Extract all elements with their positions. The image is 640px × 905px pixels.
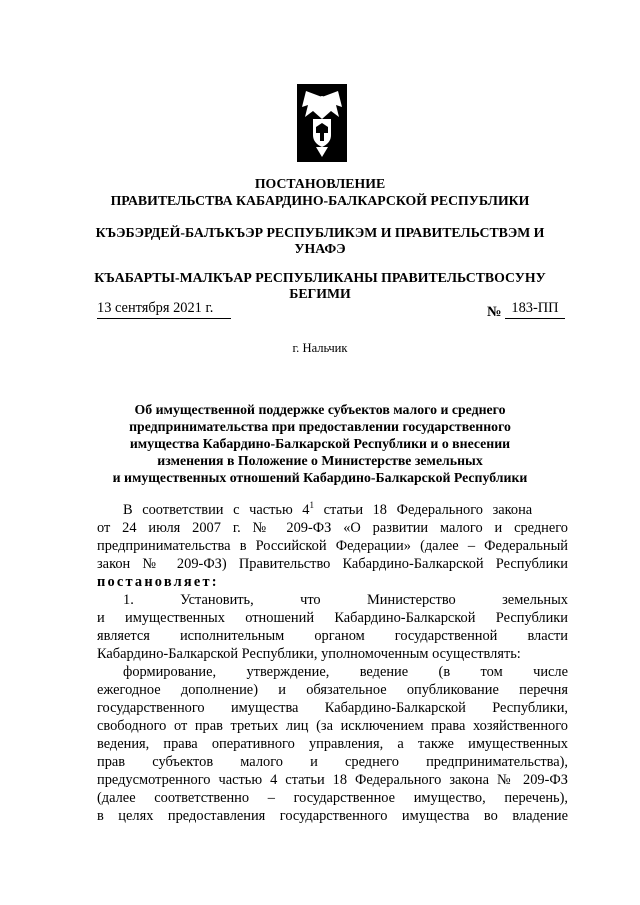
body-line: от 24 июля 2007 г. № 209-ФЗ «О развитии малого и среднего (97, 520, 568, 536)
body-line: ежегодное дополнение) и обязательное опубликование перечня (97, 682, 568, 698)
body-line (123, 502, 568, 519)
body-text: В соответствии с частью 4 (123, 502, 310, 518)
body-line: в целях предоставления государственного имущества во владение (97, 808, 568, 824)
document-title-line-2: предпринимательства при предоставлении государственного (129, 419, 511, 434)
superscript: 1 (309, 500, 314, 510)
body-line: свободного от прав третьих лиц (за исключением права хозяйственного (97, 718, 568, 734)
issuer-heading-balkar-line1: КЪАБАРТЫ-МАЛКЪАР РЕСПУБЛИКАНЫ ПРАВИТЕЛЬСТВОСУНУ (94, 270, 546, 285)
document-type-heading: ПОСТАНОВЛЕНИЕ (254, 176, 386, 191)
body-line: ведения, права оперативного управления, а также имущественных (97, 736, 568, 752)
body-line: и имущественных отношений Кабардино-Балкарской Республики (97, 610, 568, 626)
document-number-block (487, 299, 567, 321)
body-line: закон № 209-ФЗ) Правительство Кабардино-Балкарской Республики (97, 556, 568, 572)
body-line: Кабардино-Балкарской Республики, уполномоченным осуществлять: (97, 646, 521, 662)
document-title-line-4: изменения в Положение о Министерстве земельных (157, 453, 483, 468)
document-date: 13 сентября 2021 г. (97, 299, 231, 319)
document-title-line-5: и имущественных отношений Кабардино-Балкарской Республики (112, 470, 528, 485)
body-line: прав субъектов малого и среднего предпринимательства), (97, 754, 568, 770)
body-line: формирование, утверждение, ведение (в том числе (123, 664, 568, 680)
city-of-issue: г. Нальчик (292, 341, 348, 355)
body-line: является исполнительным органом государственной власти (97, 628, 568, 644)
body-text: статьи 18 Федерального закона (314, 502, 533, 518)
document-title-line-1: Об имущественной поддержке субъектов малого и среднего (134, 402, 506, 417)
issuer-heading-balkar-line2: БЕГИМИ (289, 286, 351, 301)
document-number: 183-ПП (505, 299, 565, 319)
body-line: 1. Установить, что Министерство земельных (123, 592, 568, 608)
body-line: государственного имущества Кабардино-Балкарской Республики, (97, 700, 568, 716)
document-title-line-3: имущества Кабардино-Балкарской Республики и о внесении (129, 436, 511, 451)
body-line-resolves: постановляет: (97, 574, 219, 590)
body-line: предпринимательства в Российской Федерации» (далее – Федеральный (97, 538, 568, 554)
issuer-heading-russian: ПРАВИТЕЛЬСТВА КАБАРДИНО-БАЛКАРСКОЙ РЕСПУБЛИКИ (110, 193, 530, 208)
number-sign: № (487, 304, 502, 320)
body-line: (далее соответственно – государственное имущество, перечень), (97, 790, 568, 806)
coat-of-arms-emblem (296, 83, 348, 163)
issuer-heading-kabardian-line2: УНАФЭ (294, 241, 346, 256)
body-line: предусмотренного частью 4 статьи 18 Федерального закона № 209-ФЗ (97, 772, 568, 788)
issuer-heading-kabardian-line1: КЪЭБЭРДЕЙ-БАЛЪКЪЭР РЕСПУБЛИКЭМ И ПРАВИТЕЛЬСТВЭМ И (95, 225, 545, 240)
